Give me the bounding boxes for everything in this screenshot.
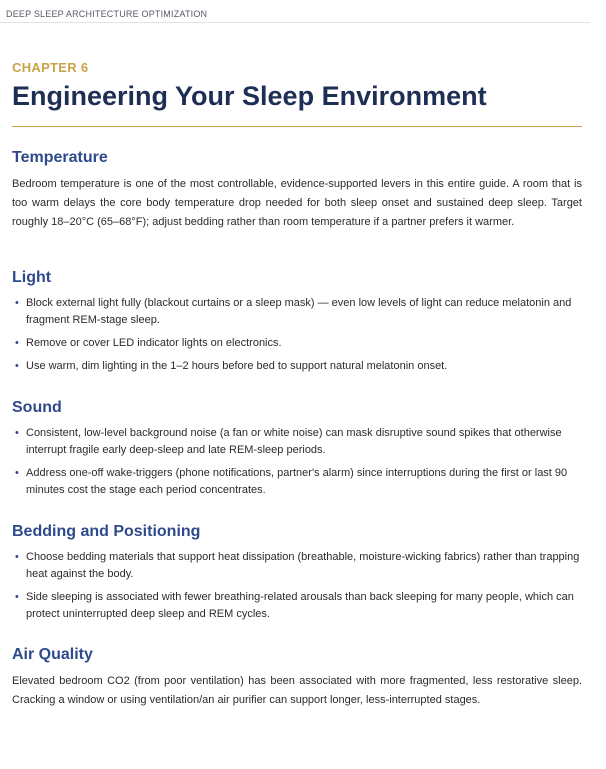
- section-light: [12, 268, 582, 381]
- list-item-text: Use warm, dim lighting in the 1–2 hours before bed to support natural melatonin onset.: [26, 360, 448, 372]
- section-heading-sound: Sound: [12, 399, 62, 416]
- section-heading-bedding: Bedding and Positioning: [12, 523, 201, 540]
- section-sound: [12, 398, 582, 505]
- section-body-air-quality: Elevated bedroom CO2 (from poor ventilation) has been associated with more fragmented, less restorative sleep. Cracking a window or using ventilation/an air purifier can support longer, less-interrupted stages.: [12, 675, 582, 706]
- chapter-label: CHAPTER 6: [12, 60, 89, 75]
- section-heading-light: Light: [12, 269, 52, 286]
- list-item: [12, 335, 582, 352]
- list-item-text: Address one-off wake-triggers (phone notifications, partner's alarm) since interruptions during the first or last 90 minutes cost the stage each period concentrates.: [26, 467, 568, 496]
- bullet-list-light: [12, 295, 582, 375]
- section-bedding: [12, 522, 582, 629]
- list-item: [12, 295, 582, 329]
- section-body-temperature: Bedroom temperature is one of the most controllable, evidence-supported levers in this entire guide. A room that is too warm delays the core body temperature drop needed for both sleep onset and sustained deep sleep. Target roughly 18–20°C (65–68°F); adjust bedding rather than room temperature if a partner prefers it warmer.: [12, 178, 582, 228]
- list-item: [12, 425, 582, 459]
- bullet-list-bedding: [12, 549, 582, 623]
- bullet-list-sound: [12, 425, 582, 499]
- bullet-icon: •: [15, 427, 19, 439]
- title-divider: [12, 126, 582, 127]
- bullet-icon: •: [15, 591, 19, 603]
- bullet-icon: •: [15, 337, 19, 349]
- bullet-icon: •: [15, 297, 19, 309]
- chapter-title: Engineering Your Sleep Environment: [12, 81, 487, 111]
- list-item-text: Side sleeping is associated with fewer breathing-related arousals than back sleeping for many people, which can protect uninterrupted deep sleep and REM cycles.: [26, 591, 574, 620]
- bullet-icon: •: [15, 360, 19, 372]
- section-temperature: [12, 148, 582, 232]
- list-item-text: Remove or cover LED indicator lights on electronics.: [26, 337, 282, 349]
- list-item-text: Consistent, low-level background noise (a fan or white noise) can mask disruptive sound spikes that otherwise interrupt fragile early deep-sleep and late REM-sleep periods.: [26, 427, 562, 456]
- list-item: [12, 358, 582, 375]
- list-item: [12, 589, 582, 623]
- running-header-text: DEEP SLEEP ARCHITECTURE OPTIMIZATION: [6, 9, 208, 19]
- running-header: [0, 0, 590, 23]
- list-item-text: Choose bedding materials that support heat dissipation (breathable, moisture-wicking fabrics) rather than trapping heat against the body.: [26, 551, 580, 580]
- bullet-icon: •: [15, 551, 19, 563]
- bullet-icon: •: [15, 467, 19, 479]
- section-heading-air-quality: Air Quality: [12, 646, 93, 663]
- list-item: [12, 549, 582, 583]
- list-item: [12, 465, 582, 499]
- list-item-text: Block external light fully (blackout curtains or a sleep mask) — even low levels of light can reduce melatonin and fragment REM-stage sleep.: [26, 297, 572, 326]
- section-heading-temperature: Temperature: [12, 149, 108, 166]
- section-air-quality: [12, 645, 582, 710]
